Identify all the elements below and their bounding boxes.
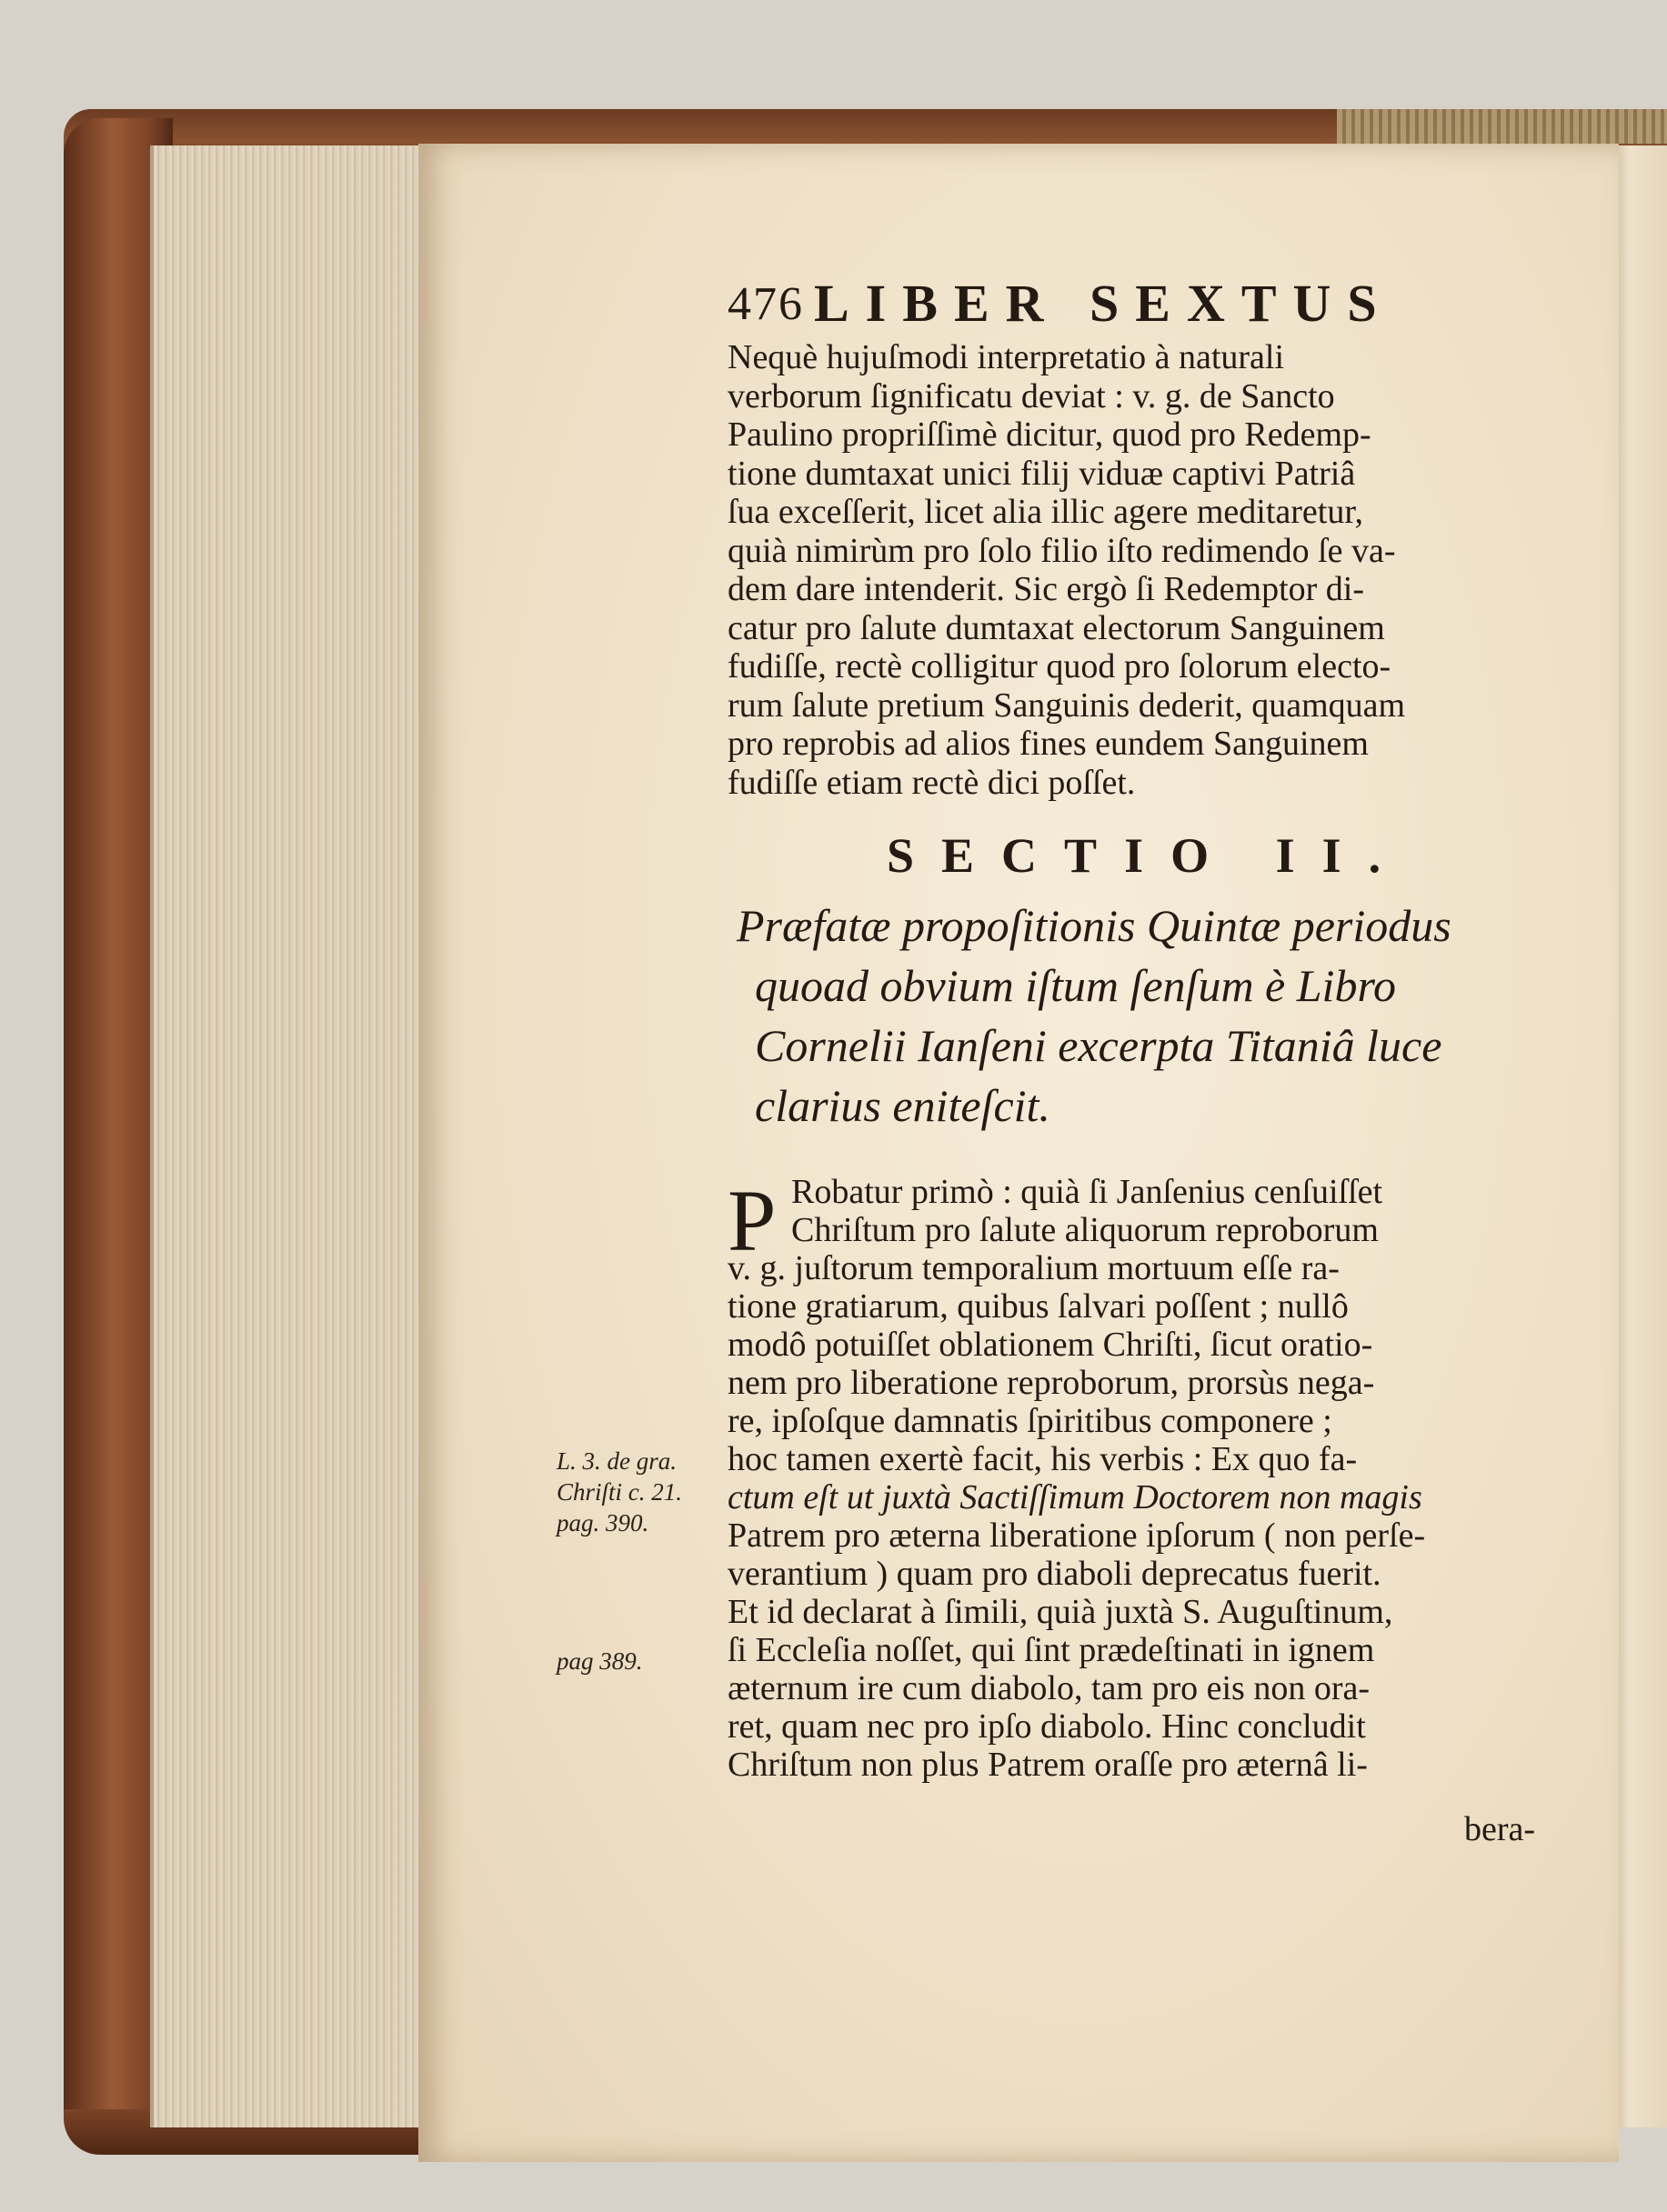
text-line: Robatur primò : quià ſi Janſenius cenſuiſſet	[791, 1173, 1383, 1211]
margin-note-reference	[557, 1446, 682, 1538]
subtitle-line: Præfatæ propoſitionis Quintæ periodus	[737, 900, 1451, 951]
text-line: v. g. juſtorum temporalium mortuum eſſe ra-	[728, 1249, 1340, 1287]
text-line: fudiſſe etiam rectè dici poſſet.	[728, 763, 1136, 802]
text-line: ſi Eccleſia noſſet, qui ſint prædeſtinati in ignem	[728, 1631, 1375, 1669]
margin-note-line: L. 3. de gra.	[557, 1447, 678, 1475]
paragraph-2	[728, 1173, 1425, 1784]
text-line: tione gratiarum, quibus ſalvari poſſent ; nullô	[728, 1287, 1349, 1326]
catchword: bera-	[1464, 1810, 1536, 1848]
text-line: ctum eſt ut juxtà Sactiſſimum Doctorem non magis	[728, 1478, 1422, 1516]
subtitle-line: quoad obvium iſtum ſenſum è Libro	[755, 960, 1397, 1011]
text-line: fudiſſe, rectè colligitur quod pro ſolorum electo-	[728, 647, 1391, 686]
page-edges-stack	[150, 145, 431, 2127]
text-line: dem dare intenderit. Sic ergò ſi Redemptor di-	[728, 570, 1364, 608]
paragraph-1	[728, 338, 1405, 802]
text-line: Nequè hujuſmodi interpretatio à naturali	[728, 338, 1285, 376]
text-line: tione dumtaxat unici filij viduæ captivi Patriâ	[728, 454, 1356, 493]
text-line: modô potuiſſet oblationem Chriſti, ſicut oratio-	[728, 1326, 1373, 1364]
drop-cap: P	[728, 1172, 777, 1269]
text-line: verantium ) quam pro diaboli deprecatus fuerit.	[728, 1555, 1381, 1593]
running-title: LIBER SEXTUS	[814, 274, 1393, 333]
section-heading: SECTIO II.	[887, 828, 1409, 883]
text-line: nem pro liberatione reproborum, prorsùs nega-	[728, 1364, 1375, 1402]
text-line: Patrem pro æterna liberatione ipſorum ( non perſe-	[728, 1516, 1426, 1555]
text-line: hoc tamen exertè facit, his verbis : Ex quo fa-	[728, 1440, 1358, 1478]
text-line: ret, quam nec pro ipſo diabolo. Hinc concludit	[728, 1707, 1366, 1746]
text-line: quià nimirùm pro ſolo filio iſto redimendo ſe va-	[728, 531, 1396, 570]
text-line: Et id declarat à ſimili, quià juxtà S. Auguſtinum,	[728, 1593, 1393, 1631]
margin-note-line: Chriſti c. 21.	[557, 1478, 683, 1506]
text-line: re, ipſoſque damnatis ſpiritibus componere ;	[728, 1402, 1332, 1440]
margin-note-page: pag 389.	[557, 1647, 643, 1675]
text-line: Chriſtum pro ſalute aliquorum reproborum	[791, 1211, 1379, 1249]
margin-note-line: pag. 390.	[557, 1509, 649, 1536]
subtitle-line: clarius eniteſcit.	[755, 1080, 1050, 1131]
section-subtitle	[737, 896, 1451, 1136]
text-line: Paulino propriſſimè dicitur, quod pro Redemp-	[728, 415, 1371, 454]
page-number: 476	[728, 278, 804, 330]
headband	[1337, 109, 1667, 144]
text-line: verborum ſignificatu deviat : v. g. de Sancto	[728, 376, 1335, 415]
text-line: Chriſtum non plus Patrem oraſſe pro æternâ li-	[728, 1746, 1368, 1784]
subtitle-line: Cornelii Ianſeni excerpta Titaniâ luce	[755, 1020, 1442, 1071]
text-line: ſua exceſſerit, licet alia illic agere meditaretur,	[728, 493, 1363, 531]
text-line: pro reprobis ad alios fines eundem Sanguinem	[728, 725, 1369, 763]
text-line: æternum ire cum diabolo, tam pro eis non ora-	[728, 1669, 1370, 1707]
text-line: rum ſalute pretium Sanguinis dederit, quamquam	[728, 686, 1406, 725]
text-line: catur pro ſalute dumtaxat electorum Sanguinem	[728, 608, 1385, 647]
